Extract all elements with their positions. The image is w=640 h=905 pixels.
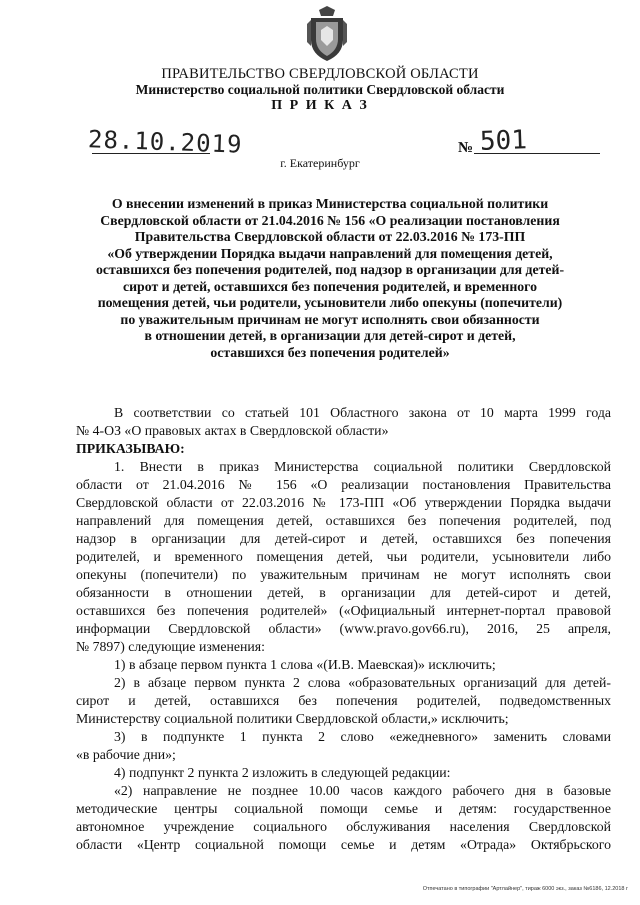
title-line: сирот и детей, оставшихся без попечения родителей, и временного [122,278,538,294]
order-date: 28.10.2019 [87,125,243,159]
number-label: № [458,140,474,156]
body-line: «2) направление не позднее 10.00 часов каждого рабочего дня в базовые [114,783,611,798]
body-line: 1. Внести в приказ Министерства социальной политики Свердловской [114,459,611,474]
title-line: оставшихся без попечения родителей, под надзор в организации для детей- [95,262,565,277]
body-line: обязанности в отношении детей, в организации для детей-сирот и детей, [76,585,611,600]
body-line: 3) в подпункте 1 пункта 2 слово «ежедневного» заменить словами [114,729,611,744]
title-line: Правительства Свердловской области от 22.03.2016 № 173-ПП [134,229,526,244]
printing-footer: Отпечатано в типографии "Артлайнер", тираж 6000 экз., заказ №6186, 12.2018 г [422,886,628,892]
order-body [76,404,611,854]
body-line: сирот и детей, оставшихся без попечения родителей, подведомственных [76,693,611,708]
body-line: родителей, и временного помещения детей, чьи родители, усыновители либо [76,549,611,564]
title-line: в отношении детей, в организации для детей-сирот и детей, [144,328,516,343]
order-verb: ПРИКАЗЫВАЮ: [76,441,185,456]
title-line: О внесении изменений в приказ Министерства социальной политики [111,196,549,211]
title-line: «Об утверждении Порядка выдачи направлений для помещения детей, [107,245,553,261]
body-line: оставшихся без попечения родителей» («Официальный интернет-портал правовой [76,603,611,618]
body-line: опекуны (попечители) по уважительным причинам не могут исполнять свои [76,567,611,582]
ministry-name: Министерство социальной политики Свердловской области [135,82,505,97]
government-name: ПРАВИТЕЛЬСТВО СВЕРДЛОВСКОЙ ОБЛАСТИ [161,66,479,82]
body-line: области «Центр социальной помощи семье и детям «Отрада» Октябрьского [76,837,611,852]
number-underline [474,153,600,154]
document-type: П Р И К А З [271,98,369,113]
title-line: по уважительным причинам не могут исполнять свои обязанности [120,311,540,327]
body-line: 4) подпункт 2 пункта 2 изложить в следующей редакции: [114,765,451,780]
city: г. Екатеринбург [280,156,360,170]
body-line: автономное учреждение социального обслуживания населения Свердловской [76,819,611,834]
body-line: информации Свердловской области» (www.pravo.gov66.ru), 2016, 25 апреля, [76,621,611,636]
body-line: «в рабочие дни»; [76,747,176,762]
body-line: направлений для помещения детей, оставшихся без попечения родителей, под [76,513,611,528]
body-line: 2) в абзаце первом пункта 2 слова «образовательных организаций для детей- [114,675,611,690]
body-line: Свердловской области от 22.03.2016 № 173-ПП «Об утверждении Порядка выдачи [76,495,611,510]
title-line: оставшихся без попечения родителей» [210,344,450,360]
order-title [70,196,590,361]
coat-of-arms-icon [305,6,349,62]
title-line: Свердловской области от 21.04.2016 № 156 «О реализации постановления [100,212,560,228]
body-line: Министерству социальной политики Свердловской области,» исключить; [76,711,509,726]
body-line: методические центры социальной помощи семье и детям: государственное [76,801,611,816]
body-line: области от 21.04.2016 № 156 «О реализации постановления Правительства [76,477,611,492]
body-line: 1) в абзаце первом пункта 1 слова «(И.В. Маевская)» исключить; [114,657,496,672]
body-line: надзор в организации для детей-сирот и детей, оставшихся без попечения [76,531,611,546]
title-line: помещения детей, чьи родители, усыновители либо опекуны (попечители) [97,295,563,310]
body-line: В соответствии со статьей 101 Областного закона от 10 марта 1999 года [114,405,611,420]
body-line: № 7897) следующие изменения: [76,639,265,654]
body-line: № 4-ОЗ «О правовых актах в Свердловской области» [76,423,389,438]
order-number: 501 [479,125,528,157]
date-underline [92,153,210,154]
